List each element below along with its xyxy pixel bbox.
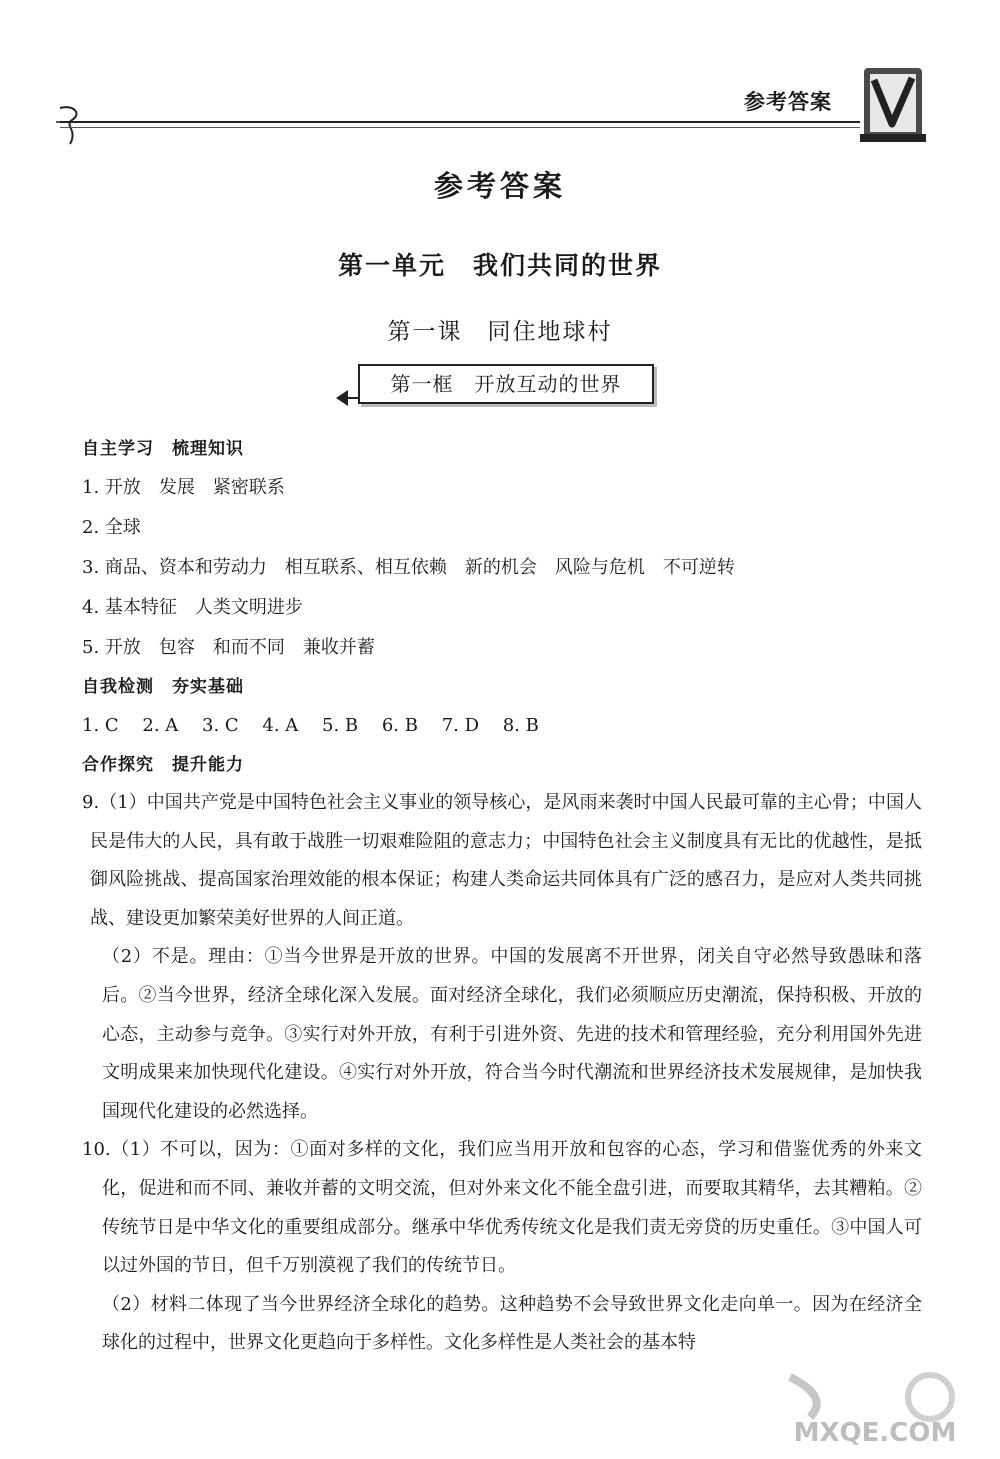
answer-content (82, 430, 922, 1363)
swirl-ornament-icon (52, 100, 92, 150)
answer-q9-part1: 9.（1）中国共产党是中国特色社会主义事业的领导核心，是风雨来袭时中国人民最可靠的主心骨；中国人民是伟大的人民，具有敢于战胜一切艰难险阻的意志力；中国特色社会主义制度具有无比的优越性，是抵御风险挑战、提高国家治理效能的根本保证；构建人类命运共同体具有广泛的感召力，是应对人类共同挑战、建设更加繁荣美好世界的人间正道。 (82, 792, 922, 929)
unit-title: 第一单元 我们共同的世界 (337, 251, 662, 280)
lesson-title: 第一课 同住地球村 (387, 319, 613, 345)
watermark-text: MXQE.COM (793, 1418, 957, 1447)
list-item: 1. 开放 发展 紧密联系 (82, 477, 285, 498)
answer-q10-part1: 10.（1）不可以，因为：①面对多样的文化，我们应当用开放和包容的心态，学习和借鉴优秀的外来文化，促进和而不同、兼收并蓄的文明交流，但对外来文化不能全盘引进，而要取其精华，去其糟粕。②传统节日是中华文化的重要组成部分。继承中华优秀传统文化是我们责无旁贷的历史重任。③中国人可以过外国的节日，但千万别漠视了我们的传统节日。 (82, 1139, 922, 1277)
header-rule (60, 121, 860, 123)
watermark-logo (770, 1367, 980, 1447)
book-badge-icon (858, 64, 928, 148)
frame-title: 第一框 开放互动的世界 (358, 364, 654, 404)
section-heading-cooperation: 合作探究 提升能力 (82, 755, 244, 775)
list-item: 5. 开放 包容 和而不同 兼收并蓄 (82, 637, 375, 658)
list-item: 4. 基本特征 人类文明进步 (82, 597, 303, 618)
answer-q10-part2: （2）材料二体现了当今世界经济全球化的趋势。这种趋势不会导致世界文化走向单一。因为在经济全球化的过程中，世界文化更趋向于多样性。文化多样性是人类社会的基本特 (102, 1293, 922, 1354)
running-header-title: 参考答案 (744, 90, 832, 114)
section-heading-self-check: 自我检测 夯实基础 (82, 677, 244, 697)
list-item: 2. 全球 (82, 517, 141, 538)
answer-q9-part2: （2）不是。理由：①当今世界是开放的世界。中国的发展离不开世界，闭关自守必然导致愚昧和落后。②当今世界，经济全球化深入发展。面对经济全球化，我们必须顺应历史潮流，保持积极、开放的心态，主动参与竞争。③实行对外开放，有利于引进外资、先进的技术和管理经验，充分利用国外先进文明成果来加快现代化建设。④实行对外开放，符合当今时代潮流和世界经济技术发展规律，是加快我国现代化建设的必然选择。 (102, 946, 922, 1122)
header-rule-thin (60, 127, 860, 128)
choice-answers: 1. C 2. A 3. C 4. A 5. B 6. B 7. D 8. B (82, 715, 539, 736)
section-heading-self-study: 自主学习 梳理知识 (82, 439, 244, 459)
page-title: 参考答案 (433, 169, 566, 203)
list-item: 3. 商品、资本和劳动力 相互联系、相互依赖 新的机会 风险与危机 不可逆转 (82, 557, 735, 578)
frame-title-box (338, 360, 678, 410)
